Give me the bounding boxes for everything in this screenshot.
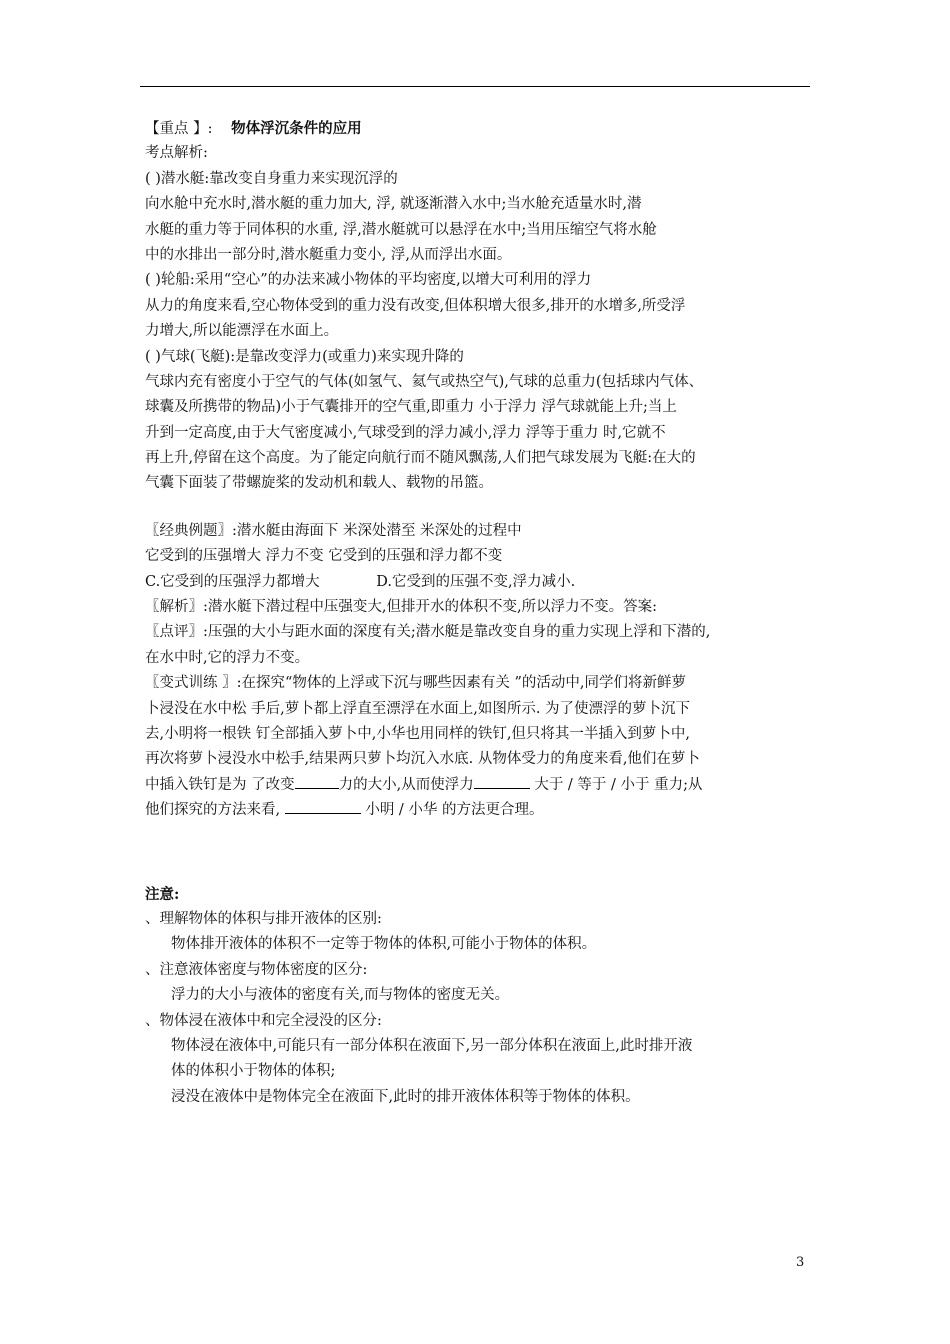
variant-text: 力的大小,从而使浮力: [338, 776, 474, 793]
example-options-cd: [145, 570, 811, 595]
example-comment: 〖点评〗:压强的大小与距水面的深度有关;潜水艇是靠改变自身的重力实现上浮和下潜的,: [145, 624, 711, 641]
spacer: [145, 497, 811, 519]
note-line: 浮力的大小与液体的密度有关,而与物体的密度无关。: [171, 987, 510, 1004]
ship-heading: ( )轮船:采用“空心”的办法来减小物体的平均密度,以增大可利用的浮力: [145, 272, 592, 289]
section-title: [145, 116, 811, 141]
variant-line: 〖变式训练 〗:在探究“物体的上浮或下沉与哪些因素有关 ”的活动中,同学们将新鲜萝: [145, 675, 687, 692]
variant-line: [145, 798, 811, 823]
page-number: 3: [796, 1255, 805, 1270]
ship-line: 从力的角度来看,空心物体受到的重力没有改变,但体积增大很多,排开的水增多,所受浮: [145, 297, 686, 314]
submarine-line: 水艇的重力等于同体积的水重, 浮,潜水艇就可以悬浮在水中;当用压缩空气将水舱: [145, 221, 657, 238]
answer-blank[interactable]: [474, 774, 530, 789]
note-line: 物体浸在液体中,可能只有一部分体积在液面下,另一部分体积在液面上,此时排开液: [171, 1037, 693, 1054]
title-text: 物体浮沉条件的应用: [231, 120, 362, 137]
example-option-d: D.它受到的压强不变,浮力减小.: [376, 573, 576, 590]
variant-line: 去,小明将一根铁 钉全部插入萝卜中,小华也用同样的铁钉,但只将其一半插入到萝卜中,: [145, 725, 691, 742]
balloon-line: 再上升,停留在这个高度。为了能定向航行而不随风飘荡,人们把气球发展为飞艇:在大的: [145, 450, 696, 467]
note-heading: 、注意液体密度与物体密度的区分:: [145, 961, 368, 978]
analysis-label: 考点解析:: [145, 145, 208, 162]
variant-text: 中插入铁钉是为 了改变: [145, 776, 295, 793]
balloon-line: 气囊下面装了带螺旋桨的发动机和载人、载物的吊篮。: [145, 475, 493, 492]
example-option-ab: 它受到的压强增大 浮力不变 它受到的压强和浮力都不变: [145, 548, 503, 565]
example-option-c: C.它受到的压强浮力都增大: [145, 573, 320, 590]
example-comment: 在水中时,它的浮力不变。: [145, 649, 310, 666]
submarine-heading: ( )潜水艇:靠改变自身重力来实现沉浮的: [145, 170, 398, 187]
example-question: 〖经典例题〗:潜水艇由海面下 米深处潜至 米深处的过程中: [145, 522, 522, 539]
note-heading: 、物体浸在液体中和完全浸没的区分:: [145, 1012, 382, 1029]
note-line: 浸没在液体中是物体完全在液面下,此时的排开液体体积等于物体的体积。: [171, 1088, 640, 1105]
variant-line: 卜浸没在水中松 手后,萝卜都上浮直至漂浮在水面上,如图所示. 为了使漂浮的萝卜沉下: [145, 700, 691, 717]
header-rule: [140, 86, 810, 87]
ship-line: 力增大,所以能漂浮在水面上。: [145, 323, 339, 340]
answer-blank[interactable]: [285, 799, 361, 814]
variant-line: 再次将萝卜浸没水中松手,结果两只萝卜均沉入水底. 从物体受力的角度来看,他们在萝卜: [145, 751, 700, 768]
note-heading: 、理解物体的体积与排开液体的区别:: [145, 910, 382, 927]
submarine-line: 向水舱中充水时,潜水艇的重力加大, 浮, 就逐渐潜入水中;当水舱充适量水时,潜: [145, 196, 642, 213]
variant-line: [145, 773, 811, 798]
example-analysis: 〖解析〗:潜水艇下潜过程中压强变大,但排开水的体积不变,所以浮力不变。答案:: [145, 599, 657, 616]
notes-title: 注意:: [145, 885, 180, 903]
spacer: [145, 824, 811, 882]
answer-blank[interactable]: [295, 774, 339, 789]
variant-text: 他们探究的方法来看,: [145, 802, 285, 819]
note-line: 体的体积小于物体的体积;: [171, 1063, 336, 1080]
variant-text: 小明 / 小华 的方法更合理。: [360, 802, 544, 819]
document-body: [145, 116, 811, 1110]
balloon-line: 球囊及所携带的物品)小于气囊排开的空气重,即重力 小于浮力 浮气球就能上升;当上: [145, 399, 677, 416]
title-prefix: 【重点 】:: [145, 121, 213, 137]
note-line: 物体排开液体的体积不一定等于物体的体积,可能小于物体的体积。: [171, 936, 597, 953]
balloon-line: 升到一定高度,由于大气密度减小,气球受到的浮力减小,浮力 浮等于重力 时,它就不: [145, 424, 666, 441]
submarine-line: 中的水排出一部分时,潜水艇重力变小, 浮,从而浮出水面。: [145, 246, 512, 263]
balloon-line: 气球内充有密度小于空气的气体(如氢气、氦气或热空气),气球的总重力(包括球内气体、: [145, 373, 704, 390]
balloon-heading: ( )气球(飞艇):是靠改变浮力(或重力)来实现升降的: [145, 348, 464, 365]
variant-text: 大于 / 等于 / 小于 重力;从: [529, 776, 703, 793]
